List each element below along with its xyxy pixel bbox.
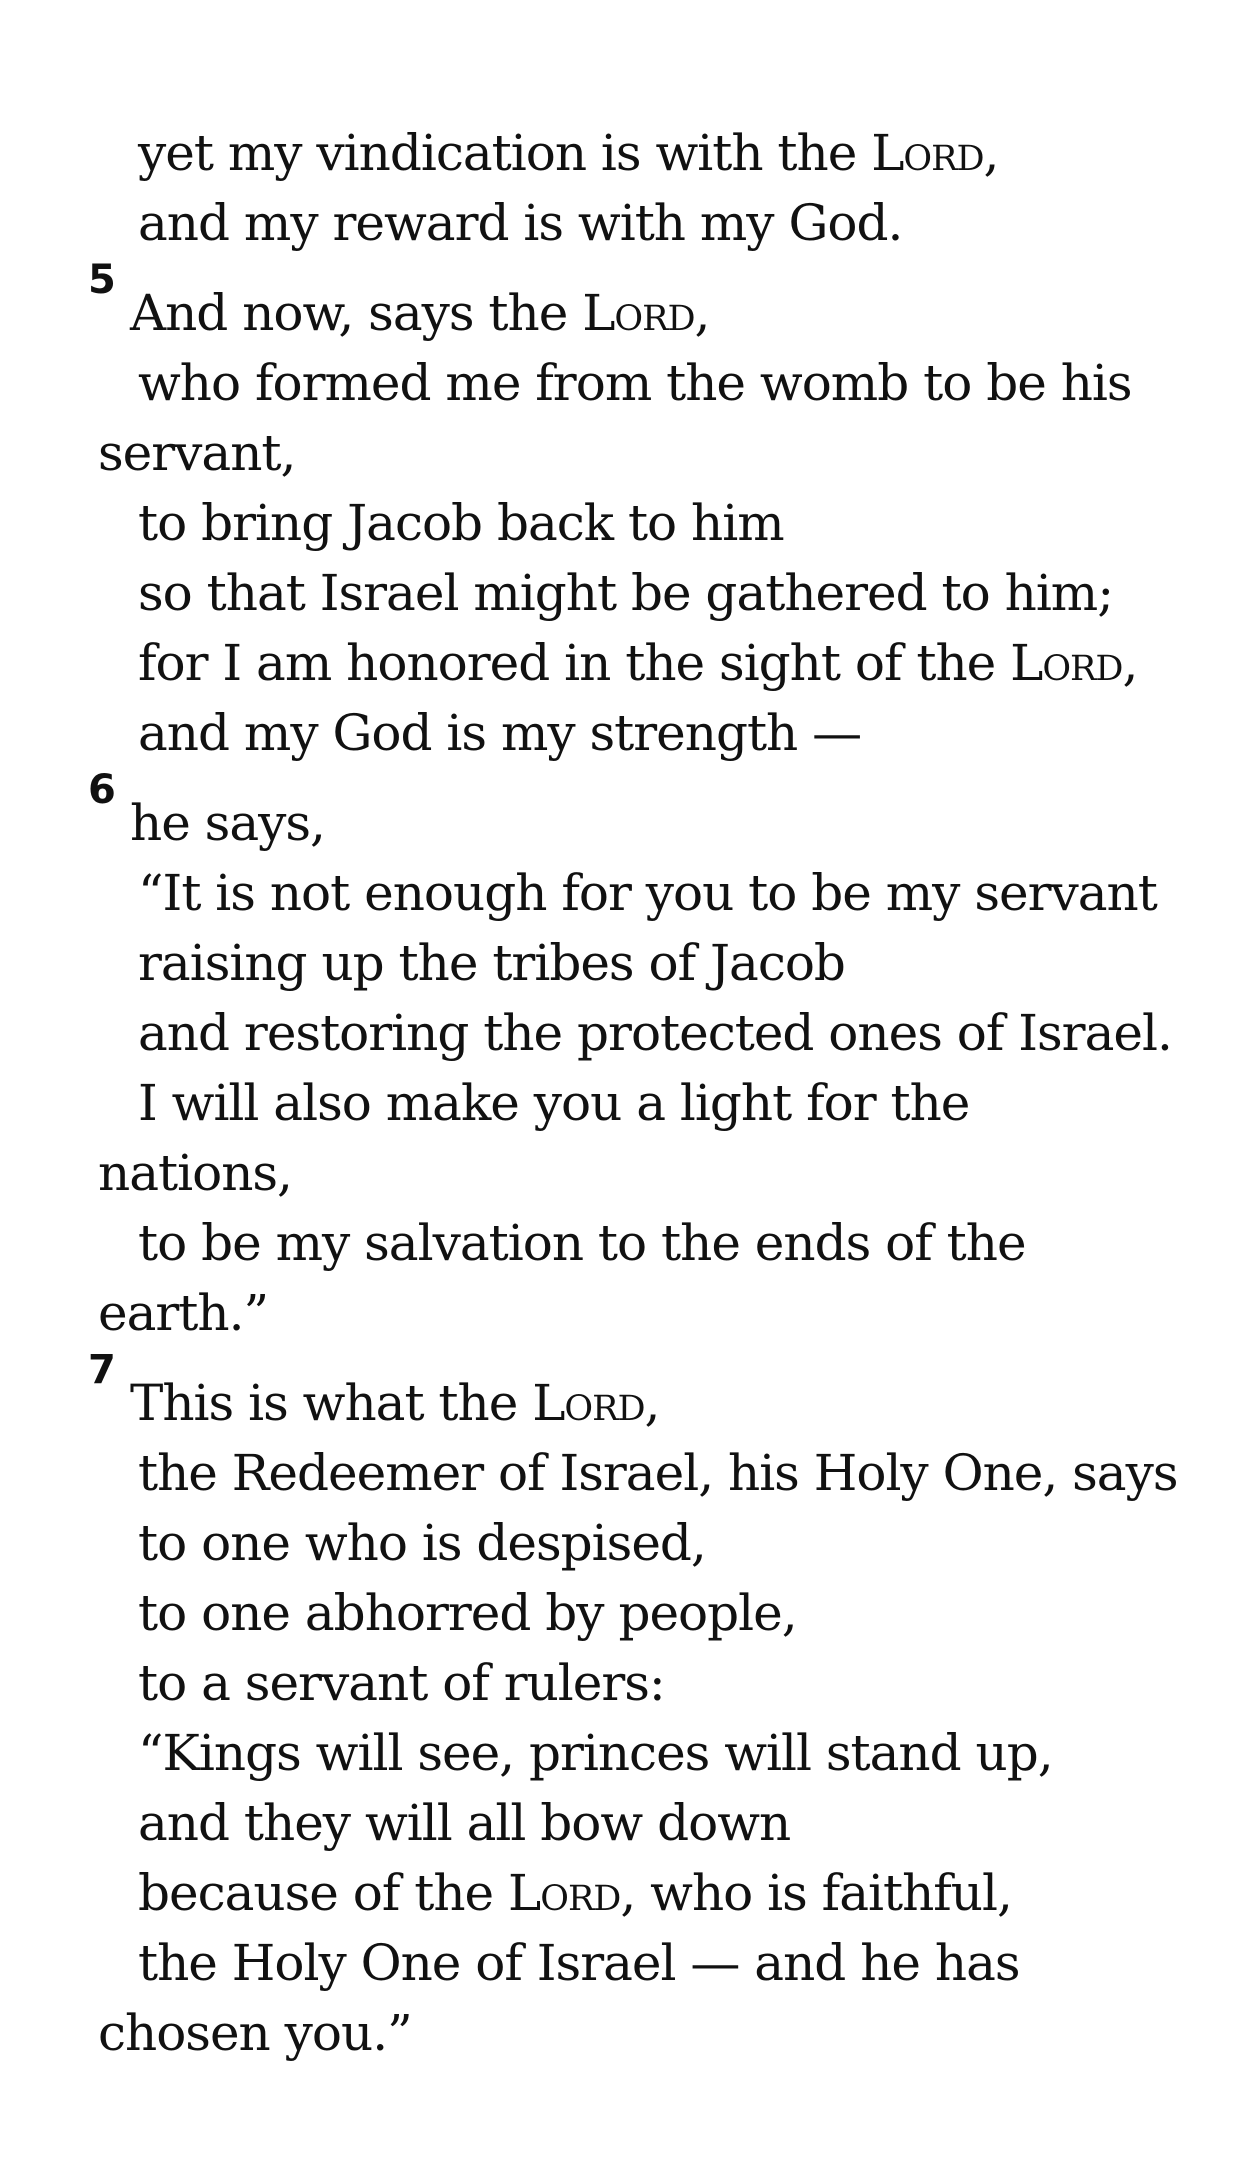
verse-text: and my God is my strength — (138, 704, 862, 762)
verse-text: to be my salvation to the ends of the (138, 1214, 1026, 1272)
divine-name-small-caps: Lord (532, 1374, 645, 1432)
verse-text: the Redeemer of Israel, his Holy One, says (138, 1444, 1178, 1502)
scripture-passage (88, 118, 1198, 2068)
verse-line (98, 348, 1198, 418)
verse-text: to a servant of rulers: (138, 1654, 665, 1712)
verse-line-continuation (98, 418, 1198, 488)
verse-text: “It is not enough for you to be my servant (138, 864, 1157, 922)
verse-line (98, 188, 1198, 258)
verse-text: because of the (138, 1864, 509, 1922)
verse-text: And now, says the (130, 284, 583, 342)
verse-first-line (88, 257, 1198, 348)
divine-name-small-caps: Lord (1010, 634, 1123, 692)
divine-name-small-caps: Lord (871, 124, 984, 182)
verse-text: chosen you.” (98, 2004, 412, 2062)
verse-line (98, 1718, 1198, 1788)
verse-line-continuation (98, 1998, 1198, 2068)
verse-text: for I am honored in the sight of the (138, 634, 1011, 692)
verse-number[interactable]: 6 (88, 767, 115, 813)
verse-line (98, 1858, 1198, 1928)
divine-name-small-caps: Lord (582, 284, 695, 342)
verse-line (98, 1438, 1198, 1508)
verse-text: to bring Jacob back to him (138, 494, 784, 552)
verse-text: , (644, 1374, 660, 1432)
verse-line-continuation (98, 1138, 1198, 1208)
verse-text: he says, (130, 794, 325, 852)
verse-text: , (1122, 634, 1138, 692)
verse-text: raising up the tribes of Jacob (138, 934, 845, 992)
divine-name-small-caps: Lord (508, 1864, 621, 1922)
verse-text: nations, (98, 1144, 292, 1202)
verse-line (98, 1788, 1198, 1858)
verse-line-continuation (98, 1278, 1198, 1348)
verse-text: the Holy One of Israel — and he has (138, 1934, 1020, 1992)
verse-number[interactable]: 5 (88, 257, 115, 303)
verse-text: earth.” (98, 1284, 269, 1342)
verse-text: I will also make you a light for the (138, 1074, 970, 1132)
verse-line (98, 928, 1198, 998)
verse-text: “Kings will see, princes will stand up, (138, 1724, 1053, 1782)
verse-line (98, 698, 1198, 768)
verse-text: servant, (98, 424, 296, 482)
verse-line (98, 488, 1198, 558)
verse-line (98, 558, 1198, 628)
verse-line (98, 628, 1198, 698)
verse-text: This is what the (130, 1374, 533, 1432)
verse-first-line (88, 1347, 1198, 1438)
verse-text: and restoring the protected ones of Israel. (138, 1004, 1172, 1062)
verse-text: yet my vindication is with the (138, 124, 872, 182)
verse-line (98, 858, 1198, 928)
verse-text: so that Israel might be gathered to him; (138, 564, 1114, 622)
verse-text: , (694, 284, 710, 342)
verse-text: to one who is despised, (138, 1514, 706, 1572)
verse-line (98, 118, 1198, 188)
verse-text: , (983, 124, 999, 182)
verse-text: who formed me from the womb to be his (138, 354, 1132, 412)
verse-text: and they will all bow down (138, 1794, 791, 1852)
verse-text: to one abhorred by people, (138, 1584, 797, 1642)
verse-line (98, 1208, 1198, 1278)
verse-line (98, 1508, 1198, 1578)
verse-line (98, 1068, 1198, 1138)
verse-line (98, 1648, 1198, 1718)
verse-line (98, 1928, 1198, 1998)
verse-line (98, 1578, 1198, 1648)
verse-text: and my reward is with my God. (138, 194, 903, 252)
verse-text: , who is faithful, (620, 1864, 1012, 1922)
verse-number[interactable]: 7 (88, 1347, 115, 1393)
verse-line (98, 998, 1198, 1068)
verse-first-line (88, 767, 1198, 858)
